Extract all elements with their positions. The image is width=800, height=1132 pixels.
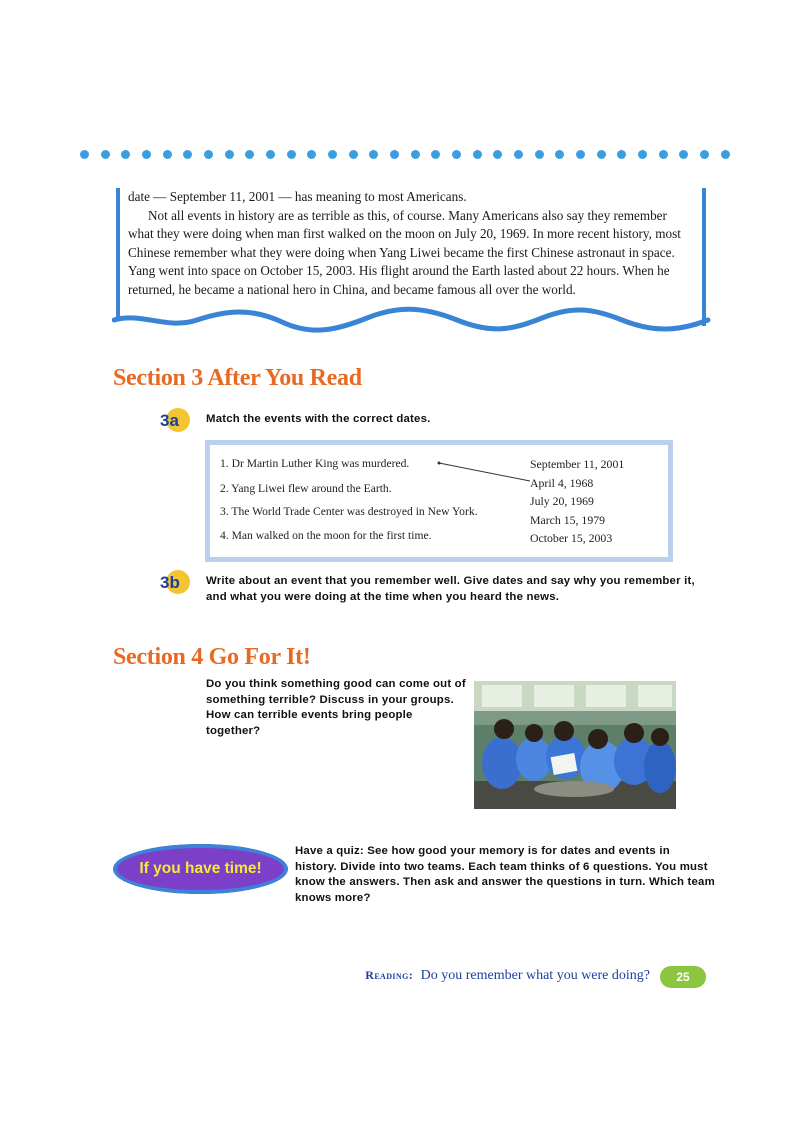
example-match-line xyxy=(430,455,540,485)
date-option-3: July 20, 1969 xyxy=(530,494,594,508)
event-item-4: 4. Man walked on the moon for the first time. xyxy=(220,529,432,542)
reading-excerpt xyxy=(128,188,688,300)
event-item-2: 2. Yang Liwei flew around the Earth. xyxy=(220,482,392,495)
divider-dot xyxy=(369,150,378,159)
divider-dot xyxy=(473,150,482,159)
date-option-2: April 4, 1968 xyxy=(530,476,594,490)
divider-dot xyxy=(535,150,544,159)
divider-dot xyxy=(101,150,110,159)
reading-line-1: date — September 11, 2001 — has meaning to most Americans. xyxy=(128,189,467,204)
footer-section-label: Reading: xyxy=(365,968,414,982)
date-option-4: March 15, 1979 xyxy=(530,513,606,527)
divider-dot xyxy=(493,150,502,159)
event-item-3: 3. The World Trade Center was destroyed in New York. xyxy=(220,505,478,518)
divider-dot xyxy=(245,150,254,159)
divider-dot xyxy=(679,150,688,159)
divider-dot xyxy=(307,150,316,159)
if-you-have-time-label: If you have time! xyxy=(139,860,262,877)
divider-dot xyxy=(163,150,172,159)
page-number: 25 xyxy=(676,970,690,984)
divider-dot xyxy=(452,150,461,159)
divider-dot xyxy=(183,150,192,159)
divider-dot xyxy=(576,150,585,159)
divider-dot xyxy=(266,150,275,159)
section-4-title: Section 4 Go For It! xyxy=(113,644,311,670)
divider-dot xyxy=(390,150,399,159)
divider-dot xyxy=(349,150,358,159)
instruction-3a: Match the events with the correct dates. xyxy=(206,413,431,425)
divider-dot xyxy=(80,150,89,159)
divider-dot xyxy=(204,150,213,159)
reading-paragraph: Not all events in history are as terrible as this, of course. Many Americans also say they remember what they were doing when man first walked on the moon on July 20, 1969. In more recent history, most Chinese remember what they were doing when Yang Liwei became the first Chinese astronaut in space. Yang went into space on October 15, 2003. His flight around the Earth lasted about 22 hours. When he returned, he became a national hero in China, and became famous all over the world. xyxy=(128,207,681,297)
badge-3b: 3b xyxy=(160,574,190,594)
divider-dot xyxy=(659,150,668,159)
date-option-1: September 11, 2001 xyxy=(530,457,625,471)
divider-dot xyxy=(142,150,151,159)
divider-dot xyxy=(328,150,337,159)
divider-dot xyxy=(225,150,234,159)
divider-dot xyxy=(411,150,420,159)
divider-dot xyxy=(431,150,440,159)
divider-dot xyxy=(287,150,296,159)
divider-dot xyxy=(617,150,626,159)
event-item-1: 1. Dr Martin Luther King was murdered. xyxy=(220,457,410,470)
dotted-divider xyxy=(80,150,730,162)
discussion-prompt: Do you think something good can come out of something terrible? Discuss in your groups. How can terrible events bring people together? xyxy=(206,678,466,737)
divider-dot xyxy=(638,150,647,159)
divider-dot xyxy=(514,150,523,159)
badge-3a: 3a xyxy=(160,412,190,432)
divider-dot xyxy=(555,150,564,159)
divider-dot xyxy=(700,150,709,159)
divider-dot xyxy=(121,150,130,159)
divider-dot xyxy=(597,150,606,159)
page-footer xyxy=(300,968,650,984)
divider-dot xyxy=(721,150,730,159)
instruction-3b: Write about an event that you remember well. Give dates and say why you remember it, and what you were doing at the time when you heard the news. xyxy=(206,575,695,603)
date-option-5: October 15, 2003 xyxy=(530,531,613,545)
quiz-instructions: Have a quiz: See how good your memory is for dates and events in history. Divide into two teams. Each team thinks of 6 questions. You must know the answers. Then ask and answer the questions in turn. Which team knows more? xyxy=(295,845,715,904)
footer-title: Do you remember what you were doing? xyxy=(420,968,650,983)
students-discussion-photo xyxy=(474,681,676,809)
section-3-title: Section 3 After You Read xyxy=(113,365,362,391)
